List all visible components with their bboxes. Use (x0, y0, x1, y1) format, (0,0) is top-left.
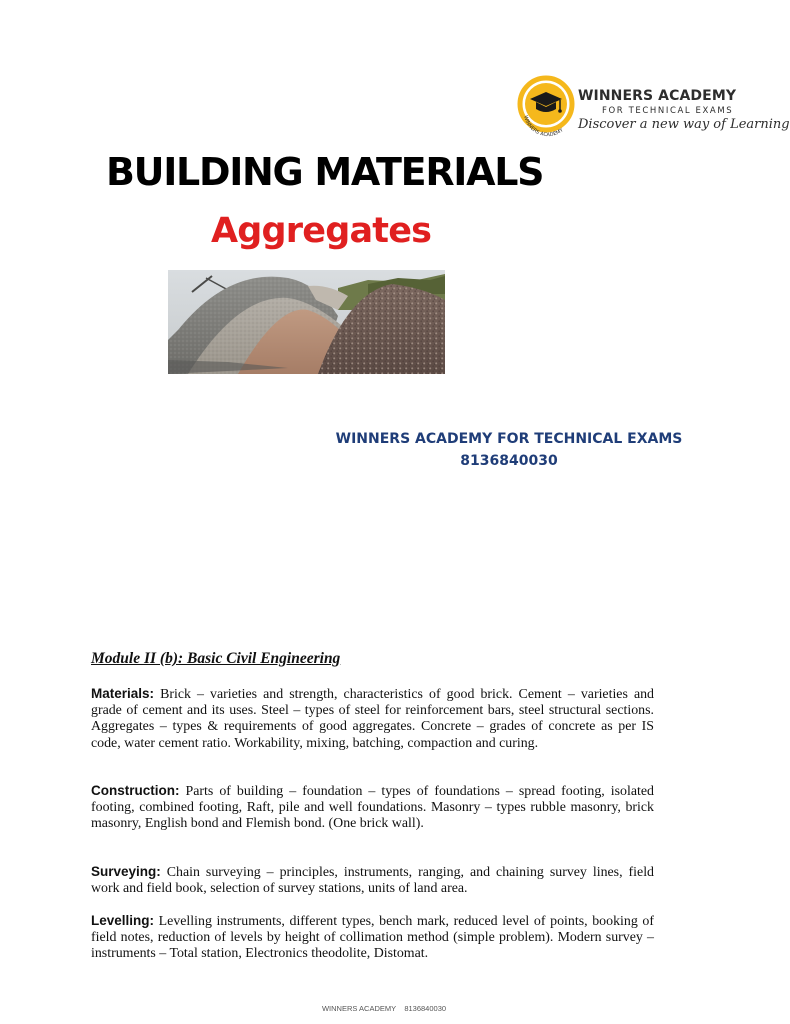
levelling-text: Levelling instruments, different types, bench mark, reduced level of points, booking of field notes, reduction of levels by height of collimation method (simple problem). Modern survey – instruments – Total station, Electronics theodolite, Distomat. (91, 914, 654, 962)
logo-tagline: Discover a new way of Learning (578, 117, 790, 132)
logo-ring-text: WINNERS ACADEMY (522, 114, 565, 138)
page-title: BUILDING MATERIALS (106, 150, 544, 194)
construction-section (91, 783, 654, 833)
logo-name: WINNERS ACADEMY (578, 88, 737, 104)
aggregate-photo (168, 270, 445, 374)
module-heading: Module II (b): Basic Civil Engineering (91, 650, 341, 667)
organisation-phone: 8136840030 (460, 453, 558, 469)
organisation-block (300, 428, 718, 472)
surveying-label: Surveying: (91, 864, 161, 879)
levelling-section (91, 913, 654, 963)
surveying-text: Chain surveying – principles, instruments, ranging, and chaining survey lines, field work and field book, selection of survey stations, units of land area. (91, 865, 654, 897)
materials-section (91, 686, 654, 752)
academy-logo (516, 74, 790, 138)
levelling-label: Levelling: (91, 913, 155, 928)
logo-subtitle: FOR TECHNICAL EXAMS (602, 106, 734, 116)
graduation-cap-icon (516, 74, 580, 138)
construction-text: Parts of building – foundation – types of foundations – spread footing, isolated footing, combined footing, Raft, pile and well foundations. Masonry – types rubble masonry, brick masonry, English bond and Flemish bond. (One brick wall). (91, 784, 654, 832)
page-subtitle: Aggregates (211, 211, 432, 251)
page-footer: WINNERS ACADEMY 8136840030 (321, 1004, 447, 1013)
materials-label: Materials: (91, 686, 155, 701)
surveying-section (91, 864, 654, 897)
construction-label: Construction: (91, 783, 180, 798)
materials-text: Brick – varieties and strength, characteristics of good brick. Cement – varieties and grade of cement and its uses. Steel – types of steel for reinforcement bars, steel structural sections. Aggregates – types & requirements of good aggregates. Concrete – grades of concrete as per IS code, water cement ratio. Workability, mixing, batching, compaction and curing. (91, 687, 654, 751)
organisation-name: WINNERS ACADEMY FOR TECHNICAL EXAMS (335, 431, 683, 447)
